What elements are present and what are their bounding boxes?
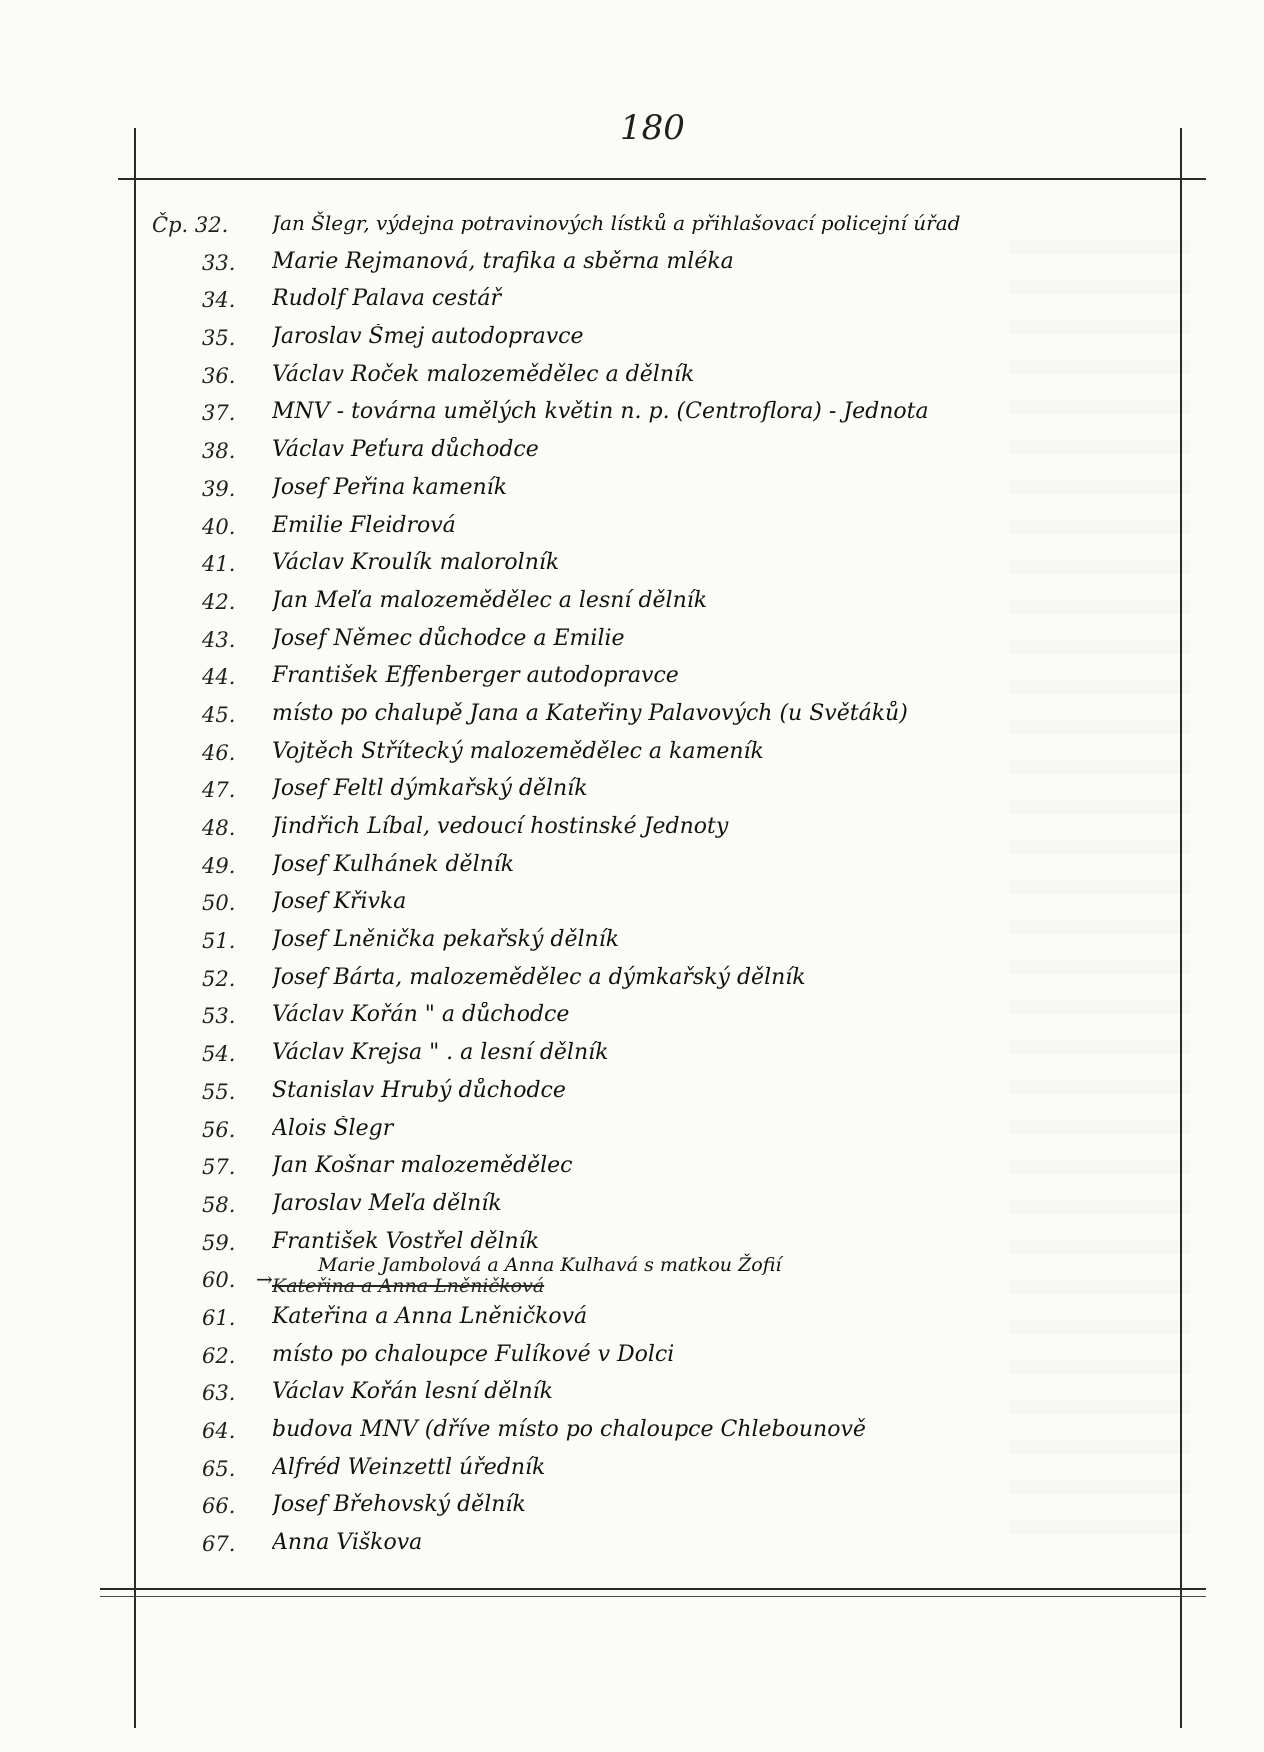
- entry-text: František Effenberger autodopravce: [272, 663, 679, 689]
- house-number: 47.: [202, 778, 236, 803]
- house-number: 66.: [202, 1494, 236, 1519]
- register-entry: [150, 1454, 1190, 1492]
- register-entry: [150, 512, 1190, 550]
- register-entry: [150, 1077, 1190, 1115]
- house-number: 50.: [202, 891, 236, 916]
- house-number: 41.: [202, 552, 236, 577]
- entry-text: Václav Peťura důchodce: [272, 437, 539, 463]
- register-entry: [150, 210, 1190, 248]
- house-number: 38.: [202, 439, 236, 464]
- entry-text: Václav Kořán " a důchodce: [272, 1002, 570, 1028]
- register-entry: [150, 888, 1190, 926]
- entry-text: Jindřich Líbal, vedoucí hostinské Jednoty: [272, 814, 729, 839]
- register-entry: [150, 549, 1190, 587]
- house-number: 59.: [202, 1230, 236, 1255]
- register-entry: [150, 700, 1190, 738]
- entry-text: Josef Němec důchodce a Emilie: [272, 625, 625, 651]
- register-entry: [150, 436, 1190, 474]
- entry-text: Stanislav Hrubý důchodce: [272, 1077, 566, 1103]
- house-number: Čp. 32.: [152, 213, 229, 237]
- house-number: 51.: [202, 929, 236, 954]
- struck-entry-text: Kateřina a Anna Lněničková: [272, 1275, 545, 1298]
- register-entry: [150, 1039, 1190, 1077]
- entry-text: Josef Lněnička pekařský dělník: [272, 927, 620, 953]
- entry-text: Vojtěch Střítecký malozemědělec a kameník: [272, 738, 764, 764]
- house-number: 63.: [202, 1381, 236, 1406]
- house-number: 67.: [202, 1532, 236, 1557]
- entry-text: MNV - továrna umělých květin n. p. (Centroflora) - Jednota: [272, 399, 929, 425]
- register-entry: [150, 323, 1190, 361]
- register-entry: [150, 474, 1190, 512]
- house-number: 40.: [202, 514, 236, 539]
- register-entry: [150, 1491, 1190, 1529]
- register-entry: [150, 1254, 1190, 1303]
- register-entry: [150, 813, 1190, 851]
- register-entry: [150, 398, 1190, 436]
- register-entry: [150, 775, 1190, 813]
- house-number: 54.: [202, 1042, 236, 1067]
- house-number: 33.: [202, 250, 236, 275]
- house-number: 60.: [202, 1268, 236, 1293]
- house-number: 37.: [202, 401, 236, 426]
- house-number: 65.: [202, 1456, 236, 1481]
- entry-text: František Vostřel dělník: [272, 1228, 540, 1254]
- house-number: 55.: [202, 1079, 236, 1104]
- entry-text: Josef Peřina kameník: [272, 474, 508, 500]
- house-number: 46.: [202, 740, 236, 765]
- house-register-list: [150, 210, 1190, 1580]
- register-entry: [150, 248, 1190, 286]
- house-number: 61.: [202, 1305, 236, 1330]
- entry-text: Josef Kulhánek dělník: [272, 851, 515, 877]
- house-number: 56.: [202, 1117, 236, 1142]
- register-entry: [150, 738, 1190, 776]
- entry-text: Jan Meľa malozemědělec a lesní dělník: [272, 587, 708, 613]
- register-entry: [150, 587, 1190, 625]
- entry-text: místo po chaloupce Fulíkové v Dolci: [272, 1341, 675, 1367]
- entry-text: Jan Šlegr, výdejna potravinových lístků a přihlašovací policejní úřad: [272, 211, 961, 235]
- register-entry: [150, 625, 1190, 663]
- house-number: 43.: [202, 627, 236, 652]
- entry-text: budova MNV (dříve místo po chaloupce Chlebounově: [272, 1417, 866, 1442]
- register-entry: [150, 662, 1190, 700]
- house-number: 57.: [202, 1155, 236, 1180]
- entry-text: Alois Šlegr: [272, 1115, 394, 1141]
- house-number: 44.: [202, 665, 236, 690]
- house-number: 35.: [202, 326, 236, 351]
- correction-text: Marie Jambolová a Anna Kulhavá s matkou Žofií: [318, 1254, 782, 1277]
- entry-text: Alfréd Weinzettl úředník: [272, 1454, 546, 1480]
- house-number: 58.: [202, 1192, 236, 1217]
- register-entry: [150, 926, 1190, 964]
- house-number: 39.: [202, 476, 236, 501]
- page-number: 180: [620, 108, 685, 148]
- entry-text: Václav Kořán lesní dělník: [272, 1379, 553, 1405]
- footer-rule: [100, 1588, 1206, 1590]
- entry-text: Václav Kroulík malorolník: [272, 550, 560, 576]
- entry-text: Jan Košnar malozemědělec: [272, 1153, 573, 1179]
- register-entry: [150, 1341, 1190, 1379]
- register-entry: [150, 851, 1190, 889]
- register-entry: [150, 1416, 1190, 1454]
- house-number: 62.: [202, 1343, 236, 1368]
- header-rule: [118, 178, 1206, 180]
- house-number: 52.: [202, 966, 236, 991]
- entry-text: Josef Bárta, malozemědělec a dýmkařský dělník: [272, 964, 806, 990]
- register-entry: [150, 964, 1190, 1002]
- entry-text: Jaroslav Meľa dělník: [272, 1190, 502, 1216]
- register-entry: [150, 1115, 1190, 1153]
- register-entry: [150, 1001, 1190, 1039]
- entry-text: Kateřina a Anna Lněničková: [272, 1303, 588, 1329]
- house-number: 64.: [202, 1419, 236, 1443]
- entry-text: Josef Břehovský dělník: [272, 1492, 526, 1518]
- register-entry: [150, 1378, 1190, 1416]
- register-entry: [150, 1303, 1190, 1341]
- house-number: 36.: [202, 363, 236, 388]
- register-entry: [150, 1190, 1190, 1228]
- register-entry: [150, 285, 1190, 323]
- footer-rule-secondary: [100, 1596, 1206, 1597]
- entry-text: Rudolf Palava cestář: [272, 286, 501, 312]
- entry-text: Jaroslav Šmej autodopravce: [272, 324, 584, 350]
- house-number: 53.: [202, 1004, 236, 1029]
- register-entry: [150, 361, 1190, 399]
- entry-text: Marie Rejmanová, trafika a sběrna mléka: [272, 248, 734, 274]
- register-entry: [150, 1152, 1190, 1190]
- entry-text: místo po chalupě Jana a Kateřiny Palavových (u Světáků): [272, 700, 908, 726]
- house-number: 49.: [202, 853, 236, 878]
- house-number: 45.: [202, 702, 236, 727]
- entry-text: Josef Křivka: [272, 889, 407, 915]
- entry-text: Václav Krejsa " . a lesní dělník: [272, 1040, 609, 1066]
- entry-text: Anna Viškova: [272, 1530, 423, 1556]
- correction-arrow: →: [256, 1267, 273, 1292]
- house-number: 48.: [202, 816, 236, 840]
- entry-text: Emilie Fleidrová: [272, 512, 456, 538]
- register-entry: [150, 1529, 1190, 1567]
- left-margin-rule: [134, 128, 136, 1728]
- entry-text: Josef Feltl dýmkařský dělník: [272, 776, 588, 802]
- entry-text: Václav Roček malozemědělec a dělník: [272, 361, 695, 387]
- house-number: 34.: [202, 288, 236, 313]
- house-number: 42.: [202, 589, 236, 614]
